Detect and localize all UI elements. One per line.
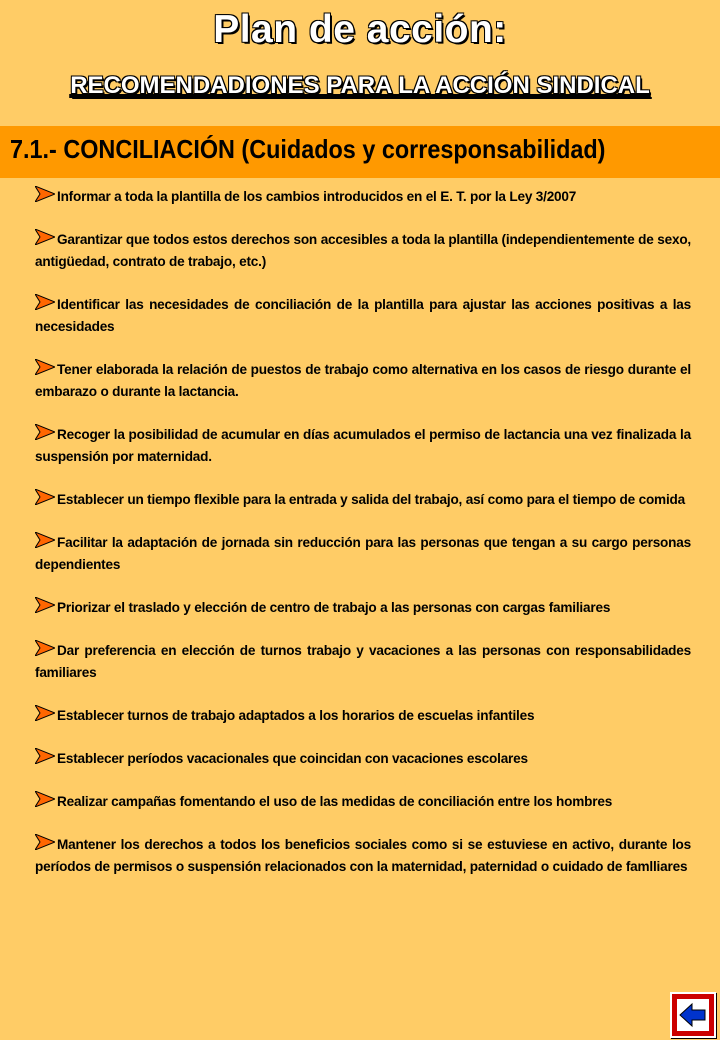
section-header-bar bbox=[0, 126, 720, 178]
list-item-text: Dar preferencia en elección de turnos trabajo y vacaciones a las personas con responsabilidades familiares bbox=[35, 643, 691, 680]
list-item-text: Priorizar el traslado y elección de centro de trabajo a las personas con cargas familiares bbox=[57, 600, 611, 615]
bullet-arrow-icon bbox=[35, 705, 55, 721]
bullet-arrow-icon bbox=[35, 359, 55, 375]
list-item bbox=[35, 597, 691, 619]
list-item-text: Tener elaborada la relación de puestos de trabajo como alternativa en los casos de riesgo durante el embarazo o durante la lactancia. bbox=[35, 362, 691, 399]
bullet-arrow-icon bbox=[35, 834, 55, 850]
list-item-text: Establecer un tiempo flexible para la entrada y salida del trabajo, así como para el tiempo de comida bbox=[57, 492, 685, 507]
list-item-text: Realizar campañas fomentando el uso de las medidas de conciliación entre los hombres bbox=[57, 794, 613, 809]
back-button[interactable] bbox=[670, 992, 716, 1038]
list-item-text: Recoger la posibilidad de acumular en días acumulados el permiso de lactancia una vez finalizada la suspensión por maternidad. bbox=[35, 427, 691, 464]
list-item bbox=[35, 640, 691, 684]
bullet-arrow-icon bbox=[35, 186, 55, 202]
list-item-text: Garantizar que todos estos derechos son accesibles a toda la plantilla (independientemente de sexo, antigüedad, contrato de trabajo, etc.) bbox=[35, 232, 691, 269]
bullet-arrow-icon bbox=[35, 640, 55, 656]
bullet-arrow-icon bbox=[35, 791, 55, 807]
list-item bbox=[35, 489, 691, 511]
list-item bbox=[35, 748, 691, 770]
list-item bbox=[35, 834, 691, 878]
page-subtitle: RECOMENDADIONES PARA LA ACCIÓN SINDICAL bbox=[70, 72, 650, 99]
list-item-text: Identificar las necesidades de conciliación de la plantilla para ajustar las acciones positivas a las necesidades bbox=[35, 297, 691, 334]
bullet-arrow-icon bbox=[35, 597, 55, 613]
bullet-arrow-icon bbox=[35, 229, 55, 245]
list-item bbox=[35, 705, 691, 727]
bullet-arrow-icon bbox=[35, 294, 55, 310]
list-item bbox=[35, 532, 691, 576]
list-item bbox=[35, 791, 691, 813]
list-item-text: Establecer períodos vacacionales que coincidan con vacaciones escolares bbox=[57, 751, 528, 766]
bullet-arrow-icon bbox=[35, 489, 55, 505]
list-item-text: Mantener los derechos a todos los beneficios sociales como si se estuviese en activo, durante los períodos de permisos o suspensión relacionados con la maternidad, paternidad o cuidado de famlliares bbox=[35, 837, 691, 874]
back-arrow-icon bbox=[677, 999, 709, 1031]
list-item bbox=[35, 294, 691, 338]
list-item-text: Facilitar la adaptación de jornada sin reducción para las personas que tengan a su cargo personas dependientes bbox=[35, 535, 691, 572]
bullet-arrow-icon bbox=[35, 424, 55, 440]
list-item bbox=[35, 229, 691, 273]
list-item bbox=[35, 424, 691, 468]
list-item bbox=[35, 186, 691, 208]
section-title: 7.1.- CONCILIACIÓN (Cuidados y corresponsabilidad) bbox=[10, 134, 606, 164]
list-item bbox=[35, 359, 691, 403]
page-title: Plan de acción: bbox=[213, 8, 507, 51]
list-item-text: Establecer turnos de trabajo adaptados a los horarios de escuelas infantiles bbox=[57, 708, 535, 723]
list-item-text: Informar a toda la plantilla de los cambios introducidos en el E. T. por la Ley 3/2007 bbox=[57, 189, 577, 204]
bullet-arrow-icon bbox=[35, 748, 55, 764]
bullet-arrow-icon bbox=[35, 532, 55, 548]
recommendation-list bbox=[35, 186, 691, 899]
